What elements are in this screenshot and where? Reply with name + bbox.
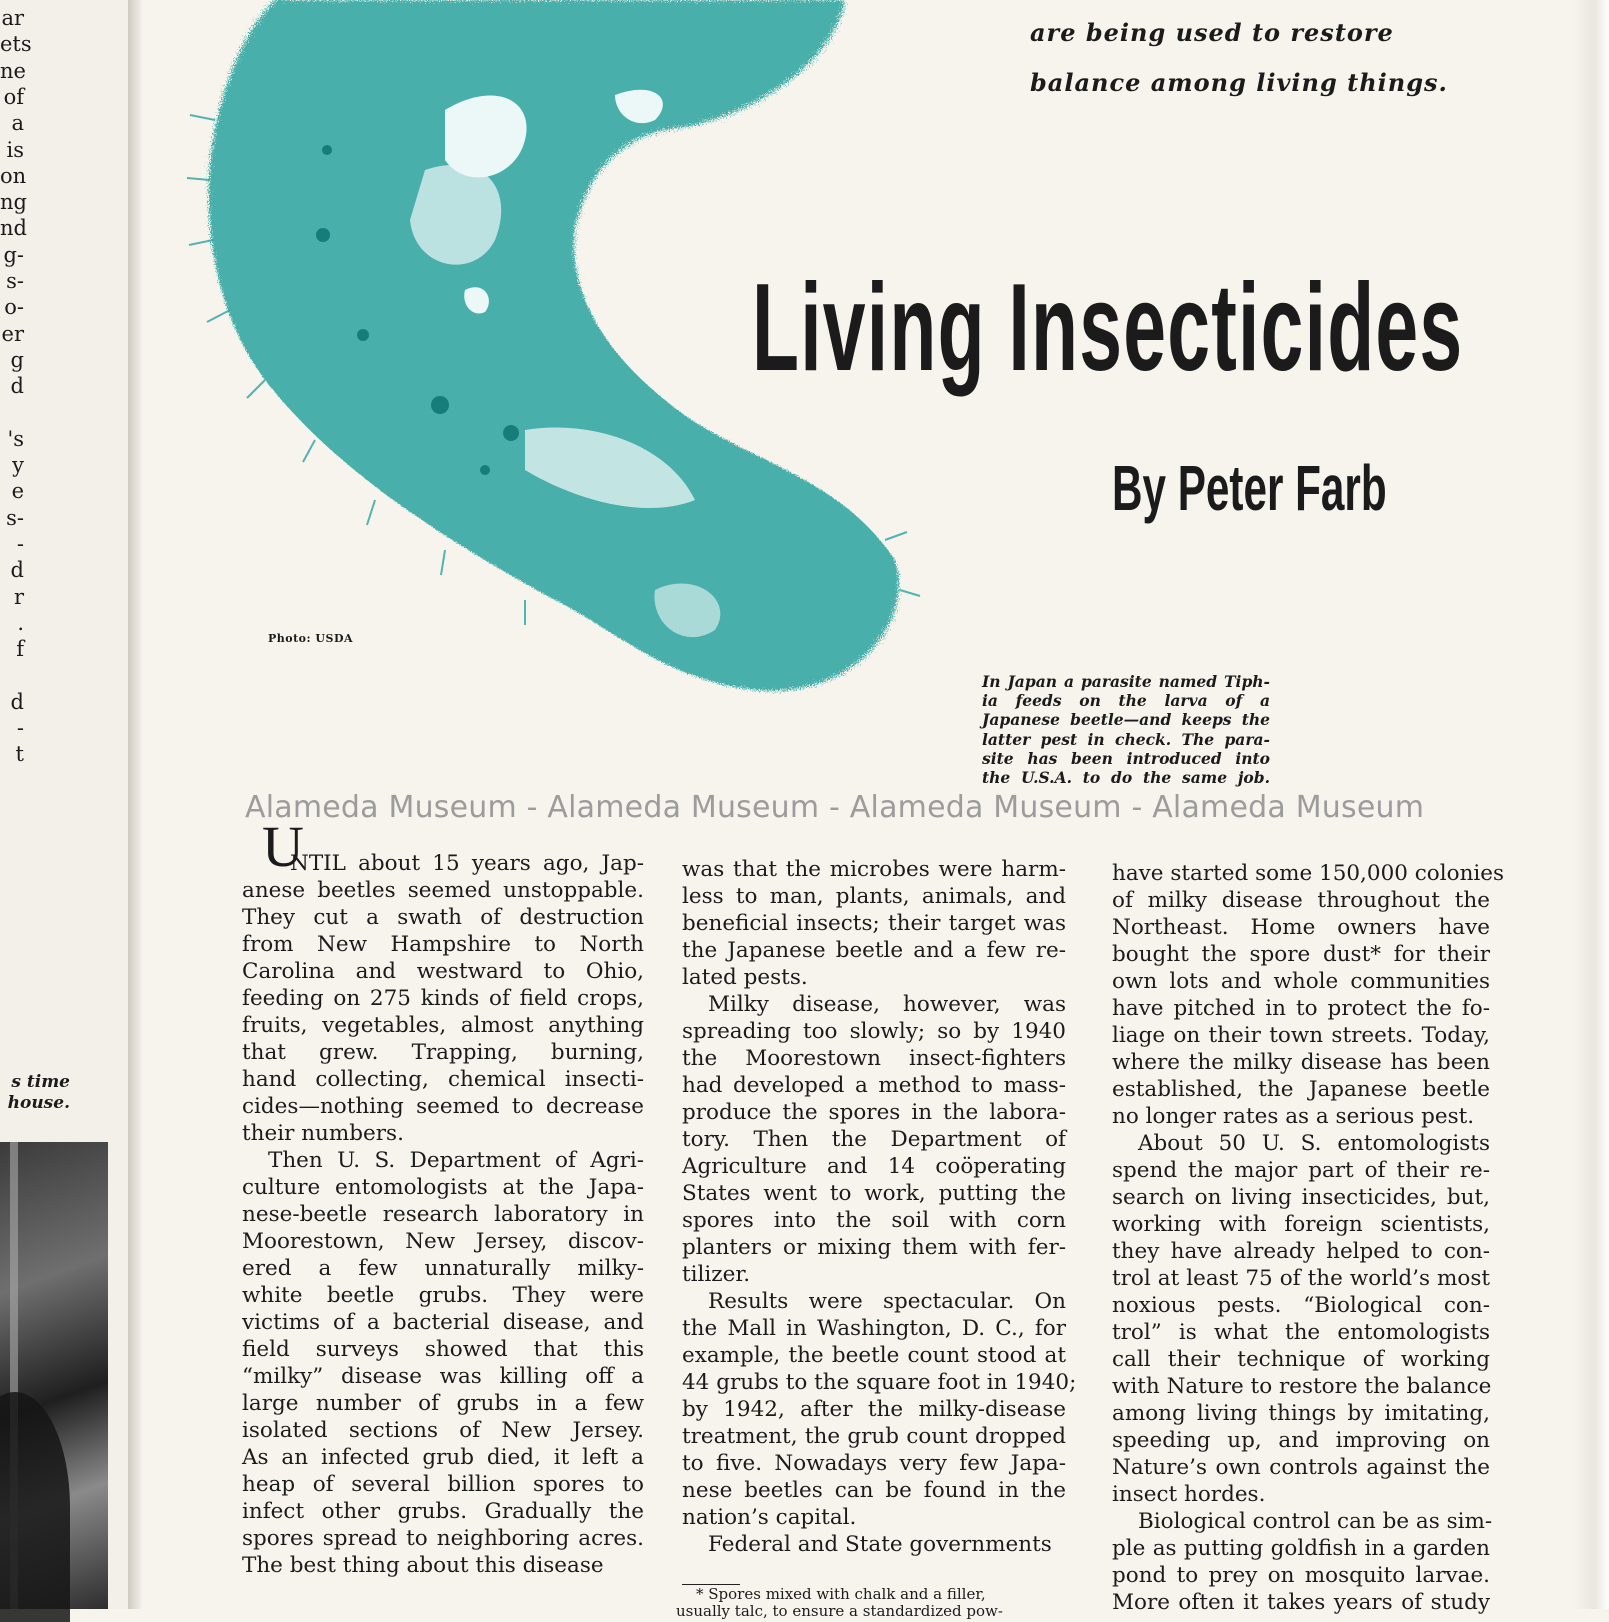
caption-line: site has been introduced into: [982, 748, 1270, 768]
article-text-line: ple as putting goldfish in a garden: [1112, 1536, 1490, 1561]
subtitle-line: balance among living things.: [1030, 68, 1448, 97]
article-text-line: Moorestown, New Jersey, discov-: [242, 1229, 644, 1254]
article-text-line: feeding on 275 kinds of field crops,: [242, 986, 644, 1011]
article-text-line: large number of grubs in a few: [242, 1391, 644, 1416]
article-text-line: had developed a method to mass-: [682, 1073, 1066, 1098]
article-text-line: spores into the soil with corn: [682, 1208, 1066, 1233]
left-page-text-fragment: d: [10, 558, 24, 583]
article-title: Living Insecticides: [752, 259, 1464, 397]
article-text-line: have started some 150,000 colonies: [1112, 861, 1505, 886]
article-text-line: own lots and whole communities: [1112, 969, 1490, 994]
left-page-text-fragment: ar: [1, 6, 24, 30]
article-text-line: 44 grubs to the square foot in 1940;: [682, 1370, 1077, 1395]
left-page-text-fragment: ets: [0, 32, 32, 57]
article-text-line: lated pests.: [682, 965, 808, 990]
left-caption-line: s time: [11, 1072, 70, 1092]
drop-cap: U: [262, 814, 304, 879]
article-text-line: noxious pests. “Biological con-: [1112, 1293, 1490, 1318]
article-text-line: culture entomologists at the Japa-: [242, 1175, 644, 1200]
caption-line: latter pest in check. The para-: [982, 729, 1270, 749]
article-text-line: liage on their town streets. Today,: [1112, 1023, 1490, 1048]
article-text-line: cides—nothing seemed to decrease: [242, 1094, 644, 1119]
article-text-line: white beetle grubs. They were: [242, 1283, 644, 1308]
article-text-line: hand collecting, chemical insecti-: [242, 1067, 644, 1092]
left-page-text-fragment: d: [10, 374, 24, 399]
left-page-text-fragment: e: [11, 479, 24, 504]
article-text-line: States went to work, putting the: [682, 1181, 1066, 1206]
article-subtitle: [1030, 8, 1490, 108]
article-column-3: [1112, 860, 1505, 1616]
article-text-line: less to man, plants, animals, and: [682, 884, 1066, 909]
article-text-line: produce the spores in the labora-: [682, 1100, 1066, 1125]
caption-line: the U.S.A. to do the same job.: [982, 768, 1270, 788]
article-text-line: have pitched in to protect the fo-: [1112, 996, 1490, 1021]
left-page-text-fragment: 's: [7, 426, 24, 451]
article-text-line: trol” is what the entomologists: [1112, 1320, 1490, 1345]
article-text-line: NTIL about 15 years ago, Jap-: [290, 851, 644, 876]
photo-credit: Photo: USDA: [268, 632, 354, 645]
article-column-1: [242, 850, 644, 1579]
left-page-text-fragment: .: [17, 610, 24, 635]
article-text-line: was that the microbes were harm-: [682, 857, 1066, 882]
article-text-line: spreading too slowly; so by 1940: [682, 1019, 1066, 1044]
article-text-line: that grew. Trapping, burning,: [242, 1040, 644, 1065]
caption-line: ia feeds on the larva of a: [982, 691, 1270, 711]
article-text-line: More often it takes years of study: [1112, 1590, 1490, 1615]
left-page-text-fragment: -: [16, 716, 24, 741]
article-text-line: working with foreign scientists,: [1112, 1212, 1490, 1237]
article-text-line: victims of a bacterial disease, and: [242, 1310, 644, 1335]
article-text-line: trol at least 75 of the world’s most: [1112, 1266, 1490, 1291]
left-page-text-fragment: f: [16, 637, 24, 662]
article-text-line: Federal and State governments: [708, 1532, 1052, 1557]
article-text-line: example, the beetle count stood at: [682, 1343, 1066, 1368]
left-page-caption: [0, 1072, 70, 1114]
article-text-line: About 50 U. S. entomologists: [1138, 1131, 1490, 1156]
footnote: [676, 1585, 1066, 1620]
article-text-line: pond to prey on mosquito larvae.: [1112, 1563, 1490, 1588]
left-page-text-fragment: o-: [4, 295, 24, 320]
left-page-text-fragment: -: [16, 532, 24, 556]
left-page-text-fragment: d: [10, 689, 24, 714]
article-text-line: Biological control can be as sim-: [1138, 1509, 1493, 1534]
caption-line: In Japan a parasite named Tiph-: [982, 672, 1270, 691]
article-text-line: with Nature to restore the balance: [1112, 1374, 1492, 1399]
article-text-line: search on living insecticides, but,: [1112, 1185, 1490, 1210]
article-text-line: no longer rates as a serious pest.: [1112, 1104, 1475, 1129]
article-text-line: nese-beetle research laboratory in: [242, 1202, 644, 1227]
left-page-text-fragment: on: [0, 163, 27, 188]
article-text-line: Northeast. Home owners have: [1112, 915, 1490, 940]
left-page-text-fragment: ne: [0, 58, 26, 83]
article-text-line: Carolina and westward to Ohio,: [242, 959, 644, 984]
left-page-photo: [0, 1142, 108, 1609]
article-text-line: nese beetles can be found in the: [682, 1478, 1066, 1503]
article-text-line: to five. Nowadays very few Japa-: [682, 1451, 1066, 1476]
left-page-text-fragment: t: [15, 742, 24, 767]
article-text-line: treatment, the grub count dropped: [682, 1424, 1066, 1449]
footnote-line: * Spores mixed with chalk and a filler,: [696, 1585, 986, 1603]
left-page-fragment: [0, 0, 128, 1609]
article-text-line: They cut a swath of destruction: [242, 905, 644, 930]
article-text-line: by 1942, after the milky-disease: [682, 1397, 1066, 1422]
article-text-line: Nature’s own controls against the: [1112, 1455, 1490, 1480]
article-text-line: field surveys showed that this: [242, 1337, 644, 1362]
article-text-line: the Mall in Washington, D. C., for: [682, 1316, 1066, 1341]
article-column-2: [682, 856, 1077, 1558]
article-text-line: The best thing about this disease: [242, 1553, 604, 1578]
left-page-text-fragment: s-: [6, 505, 24, 530]
left-page-text-fragment: y: [12, 453, 24, 478]
left-caption-line: house.: [7, 1093, 70, 1113]
article-text-line: nation’s capital.: [682, 1505, 857, 1530]
article-text-line: Results were spectacular. On: [708, 1289, 1066, 1314]
article-text-line: infect other grubs. Gradually the: [242, 1499, 644, 1524]
article-text-line: established, the Japanese beetle: [1112, 1077, 1490, 1102]
article-text-line: speeding up, and improving on: [1112, 1428, 1490, 1453]
article-text-line: of milky disease throughout the: [1112, 888, 1490, 913]
article-text-line: beneficial insects; their target was: [682, 911, 1066, 936]
left-page-text-fragment: s-: [6, 269, 24, 293]
article-text-line: ered a few unnaturally milky-: [242, 1256, 644, 1281]
article-text-line: spend the major part of their re-: [1112, 1158, 1490, 1183]
left-page-text-fragment: ng: [0, 190, 27, 215]
left-page-text-fragment: g-: [3, 242, 24, 267]
article-text-line: they have already helped to con-: [1112, 1239, 1490, 1264]
article-text-line: As an infected grub died, it left a: [242, 1445, 644, 1470]
footnote-line: usually talc, to ensure a standardized pow-: [676, 1602, 1003, 1620]
article-text-line: their numbers.: [242, 1121, 404, 1146]
left-page-text-fragment: of: [3, 84, 24, 109]
article-byline: By Peter Farb: [1112, 452, 1387, 524]
article-text-line: tilizer.: [682, 1262, 751, 1287]
article-text-line: Agriculture and 14 coöperating: [682, 1154, 1066, 1179]
article-text-line: planters or mixing them with fer-: [682, 1235, 1066, 1260]
left-page-text-fragment: g: [10, 347, 24, 372]
left-page-text-fragment: r: [13, 584, 24, 609]
article-text-line: Milky disease, however, was: [708, 992, 1066, 1017]
museum-watermark: Alameda Museum - Alameda Museum - Alameda Museum - Alameda Museum: [245, 790, 1425, 825]
article-text-line: fruits, vegetables, almost anything: [242, 1013, 644, 1038]
page-gutter-shadow: [128, 0, 142, 1609]
caption-line: Japanese beetle—and keeps the: [982, 710, 1270, 730]
article-text-line: where the milky disease has been: [1112, 1050, 1490, 1075]
article-text-line: among living things by imitating,: [1112, 1401, 1490, 1426]
article-text-line: anese beetles seemed unstoppable.: [242, 878, 644, 903]
subtitle-line: are being used to restore: [1030, 18, 1394, 47]
page-right-edge: [1573, 0, 1609, 1609]
article-text-line: heap of several billion spores to: [242, 1472, 644, 1497]
article-text-line: tory. Then the Department of: [682, 1127, 1066, 1152]
article-text-line: the Moorestown insect-fighters: [682, 1046, 1066, 1071]
article-text-line: from New Hampshire to North: [242, 932, 644, 957]
article-text-line: “milky” disease was killing off a: [242, 1364, 644, 1389]
article-text-line: insect hordes.: [1112, 1482, 1266, 1507]
left-page-text-fragment: is: [6, 137, 24, 162]
photo-caption: [982, 672, 1270, 787]
left-page-text-fragment: a: [11, 111, 24, 136]
article-text-line: bought the spore dust* for their: [1112, 942, 1490, 967]
article-text-line: call their technique of working: [1112, 1347, 1490, 1372]
article-text-line: the Japanese beetle and a few re-: [682, 938, 1066, 963]
left-page-text-fragment: nd: [0, 216, 27, 241]
article-text-line: spores spread to neighboring acres.: [242, 1526, 644, 1551]
article-text-line: Then U. S. Department of Agri-: [268, 1148, 644, 1173]
article-text-line: isolated sections of New Jersey.: [242, 1418, 644, 1443]
left-page-text-fragment: er: [1, 321, 24, 346]
